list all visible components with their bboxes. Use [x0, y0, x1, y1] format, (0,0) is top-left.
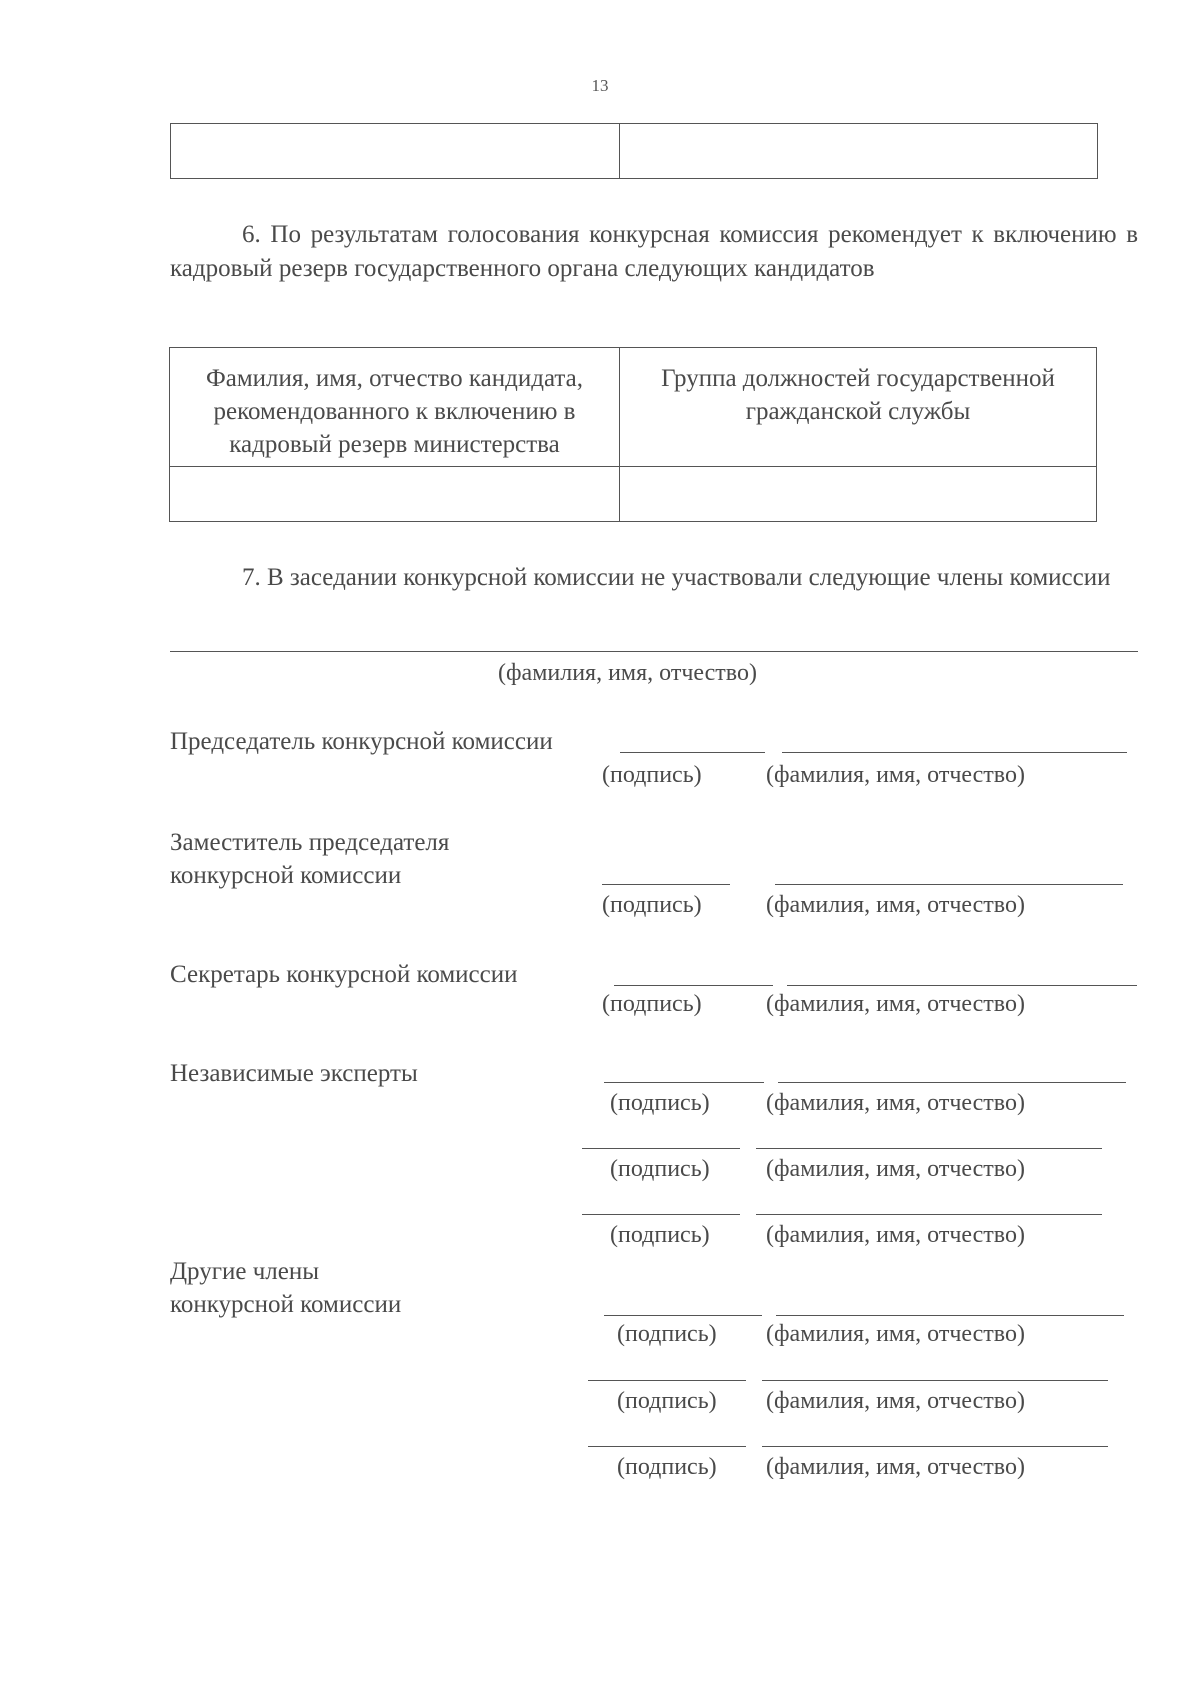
signature-caption: (подпись)	[602, 991, 702, 1017]
name-caption: (фамилия, имя, отчество)	[766, 1090, 1025, 1116]
chairman-signature-line[interactable]	[620, 752, 765, 753]
secretary-signature-line[interactable]	[614, 985, 773, 986]
name-caption: (фамилия, имя, отчество)	[766, 991, 1025, 1017]
signature-caption: (подпись)	[610, 1156, 710, 1182]
name-caption: (фамилия, имя, отчество)	[766, 1156, 1025, 1182]
table-header-cell	[170, 348, 620, 467]
signature-caption: (подпись)	[617, 1454, 717, 1480]
other-3-signature-line[interactable]	[588, 1446, 746, 1447]
section-7-text: 7. В заседании конкурсной комиссии не участвовали следующие члены комиссии	[242, 564, 1111, 591]
signature-caption: (подпись)	[602, 762, 702, 788]
other-2-signature-line[interactable]	[588, 1380, 746, 1381]
candidates-table	[169, 347, 1097, 522]
secretary-name-line[interactable]	[787, 985, 1137, 986]
name-caption: (фамилия, имя, отчество)	[766, 762, 1025, 788]
other-1-signature-line[interactable]	[604, 1315, 762, 1316]
continuation-table	[170, 123, 1098, 179]
other-2-name-line[interactable]	[762, 1380, 1108, 1381]
deputy-label-line2: конкурсной комиссии	[170, 862, 402, 889]
deputy-signature-line[interactable]	[602, 884, 730, 885]
expert-3-name-line[interactable]	[756, 1214, 1102, 1215]
others-label-line2: конкурсной комиссии	[170, 1291, 402, 1318]
header-candidate-name: Фамилия, имя, отчество кандидата, рекомендованного к включению в кадровый резерв министерства	[206, 365, 583, 458]
secretary-label: Секретарь конкурсной комиссии	[170, 961, 518, 988]
chairman-label: Председатель конкурсной комиссии	[170, 728, 553, 755]
signature-caption: (подпись)	[617, 1388, 717, 1414]
name-caption: (фамилия, имя, отчество)	[766, 1222, 1025, 1248]
signature-caption: (подпись)	[610, 1222, 710, 1248]
signature-caption: (подпись)	[617, 1321, 717, 1347]
other-1-name-line[interactable]	[776, 1315, 1124, 1316]
signature-caption: (подпись)	[610, 1090, 710, 1116]
others-label-line1: Другие члены	[170, 1258, 320, 1285]
deputy-label-line1: Заместитель председателя	[170, 829, 450, 856]
name-caption: (фамилия, имя, отчество)	[766, 1454, 1025, 1480]
table-cell	[620, 467, 1097, 522]
chairman-name-line[interactable]	[782, 752, 1127, 753]
expert-2-signature-line[interactable]	[582, 1148, 740, 1149]
table-cell	[620, 124, 1098, 179]
name-caption: (фамилия, имя, отчество)	[766, 1388, 1025, 1414]
signature-caption: (подпись)	[602, 892, 702, 918]
table-row	[171, 124, 1098, 179]
table-row	[170, 467, 1097, 522]
name-caption: (фамилия, имя, отчество)	[766, 892, 1025, 918]
expert-1-signature-line[interactable]	[604, 1082, 764, 1083]
table-header-cell	[620, 348, 1097, 467]
absent-members-caption: (фамилия, имя, отчество)	[498, 660, 757, 686]
absent-members-line[interactable]	[170, 651, 1138, 652]
table-cell	[171, 124, 620, 179]
expert-3-signature-line[interactable]	[582, 1214, 740, 1215]
experts-label: Независимые эксперты	[170, 1060, 418, 1087]
name-caption: (фамилия, имя, отчество)	[766, 1321, 1025, 1347]
table-cell	[170, 467, 620, 522]
other-3-name-line[interactable]	[762, 1446, 1108, 1447]
section-6-text: 6. По результатам голосования конкурсная комиссия рекомендует к включению в кадровый резерв государственного органа следующих кандидатов	[170, 221, 1138, 282]
table-header-row	[170, 348, 1097, 467]
header-position-group: Группа должностей государственной гражданской службы	[661, 365, 1055, 425]
expert-1-name-line[interactable]	[778, 1082, 1126, 1083]
page-number: 13	[591, 76, 609, 95]
deputy-name-line[interactable]	[775, 884, 1123, 885]
expert-2-name-line[interactable]	[756, 1148, 1102, 1149]
